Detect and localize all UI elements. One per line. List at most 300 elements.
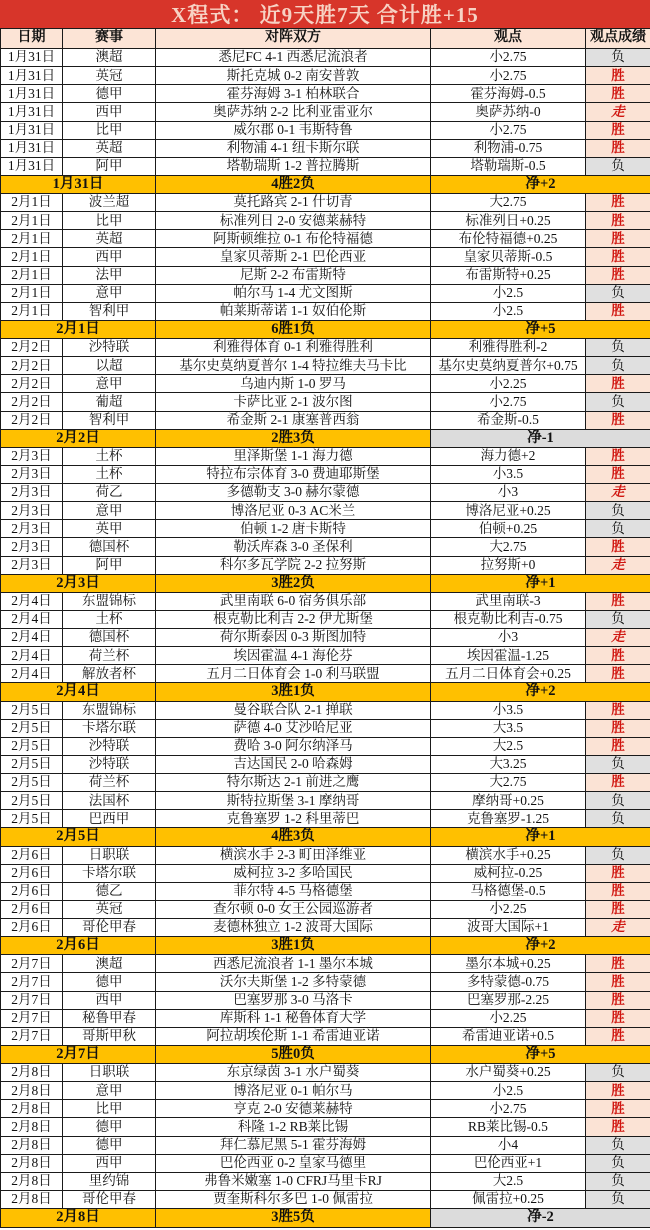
result-cell: 胜: [586, 864, 650, 882]
view-cell: 摩纳哥+0.25: [431, 792, 586, 810]
date-cell: 1月31日: [1, 67, 63, 85]
match-row: [1, 139, 650, 157]
view-cell: 利雅得胜利-2: [431, 339, 586, 357]
view-cell: 利物浦-0.75: [431, 139, 586, 157]
league-cell: 土杯: [63, 447, 156, 465]
summary-date-cell: 2月2日: [1, 429, 156, 447]
league-cell: 西甲: [63, 991, 156, 1009]
matchup-cell: 巴塞罗那 3-0 马洛卡: [156, 991, 431, 1009]
view-cell: 小2.75: [431, 1100, 586, 1118]
league-cell: 荷兰杯: [63, 774, 156, 792]
result-cell: 负: [586, 846, 650, 864]
league-cell: 德国杯: [63, 538, 156, 556]
result-cell: 负: [586, 393, 650, 411]
view-cell: 海力德+2: [431, 447, 586, 465]
date-cell: 2月8日: [1, 1136, 63, 1154]
summary-record-cell: 4胜2负: [156, 175, 431, 193]
view-cell: 武里南联-3: [431, 592, 586, 610]
view-cell: 小2.5: [431, 302, 586, 320]
match-row: [1, 230, 650, 248]
view-cell: 横滨水手+0.25: [431, 846, 586, 864]
match-row: [1, 792, 650, 810]
result-cell: 胜: [586, 302, 650, 320]
league-cell: 哥斯甲秋: [63, 1027, 156, 1045]
result-cell: 胜: [586, 882, 650, 900]
result-cell: 胜: [586, 139, 650, 157]
match-row: [1, 556, 650, 574]
view-cell: 布雷斯特+0.25: [431, 266, 586, 284]
view-cell: 希金斯-0.5: [431, 411, 586, 429]
matchup-cell: 拜仁慕尼黑 5-1 霍芬海姆: [156, 1136, 431, 1154]
result-cell: 胜: [586, 719, 650, 737]
column-header-result: 观点成绩: [586, 29, 650, 49]
date-cell: 1月31日: [1, 139, 63, 157]
day-summary-row: [1, 320, 650, 338]
match-row: [1, 502, 650, 520]
league-cell: 德甲: [63, 1136, 156, 1154]
match-row: [1, 1027, 650, 1045]
match-row: [1, 484, 650, 502]
page-title: X程式： 近9天胜7天 合计胜+15: [171, 3, 479, 27]
date-cell: 2月5日: [1, 792, 63, 810]
view-cell: 奥萨苏纳-0: [431, 103, 586, 121]
view-cell: 拉努斯+0: [431, 556, 586, 574]
match-row: [1, 339, 650, 357]
matchup-cell: 横滨水手 2-3 町田泽维亚: [156, 846, 431, 864]
matchup-cell: 威柯拉 3-2 多哈国民: [156, 864, 431, 882]
date-cell: 2月7日: [1, 1027, 63, 1045]
league-cell: 荷兰杯: [63, 647, 156, 665]
matchup-cell: 利雅得体育 0-1 利雅得胜利: [156, 339, 431, 357]
view-cell: 皇家贝蒂斯-0.5: [431, 248, 586, 266]
date-cell: 2月2日: [1, 357, 63, 375]
matchup-cell: 帕尔马 1-4 尤文图斯: [156, 284, 431, 302]
result-cell: 负: [586, 1154, 650, 1172]
matchup-cell: 特拉布宗体育 3-0 费迪耶斯堡: [156, 465, 431, 483]
matchup-cell: 西悉尼流浪者 1-1 墨尔本城: [156, 955, 431, 973]
match-row: [1, 755, 650, 773]
match-row: [1, 85, 650, 103]
date-cell: 2月1日: [1, 194, 63, 212]
view-cell: 大3.5: [431, 719, 586, 737]
league-cell: 沙特联: [63, 339, 156, 357]
matchup-cell: 查尔顿 0-0 女王公园巡游者: [156, 900, 431, 918]
result-cell: 胜: [586, 900, 650, 918]
league-cell: 德甲: [63, 973, 156, 991]
date-cell: 2月4日: [1, 629, 63, 647]
result-cell: 胜: [586, 67, 650, 85]
summary-date-cell: 2月8日: [1, 1209, 156, 1228]
view-cell: 小3: [431, 629, 586, 647]
view-cell: 霍芬海姆-0.5: [431, 85, 586, 103]
match-row: [1, 67, 650, 85]
match-row: [1, 49, 650, 67]
league-cell: 日职联: [63, 846, 156, 864]
result-cell: 走: [586, 629, 650, 647]
view-cell: 塔勒瑞斯-0.5: [431, 157, 586, 175]
date-cell: 2月3日: [1, 556, 63, 574]
date-cell: 2月8日: [1, 1172, 63, 1190]
day-summary-row: [1, 574, 650, 592]
match-row: [1, 121, 650, 139]
date-cell: 2月7日: [1, 1009, 63, 1027]
matchup-cell: 多德勒支 3-0 赫尔蒙德: [156, 484, 431, 502]
date-cell: 2月6日: [1, 846, 63, 864]
matchup-cell: 威尔郡 0-1 韦斯特鲁: [156, 121, 431, 139]
date-cell: 2月8日: [1, 1118, 63, 1136]
result-cell: 胜: [586, 774, 650, 792]
date-cell: 1月31日: [1, 121, 63, 139]
result-cell: 走: [586, 919, 650, 937]
match-row: [1, 846, 650, 864]
summary-record-cell: 3胜1负: [156, 937, 431, 955]
league-cell: 澳超: [63, 49, 156, 67]
matchup-cell: 根克勒比利吉 2-2 伊尤斯堡: [156, 610, 431, 628]
view-cell: 小2.75: [431, 393, 586, 411]
league-cell: 巴西甲: [63, 810, 156, 828]
summary-record-cell: 3胜1负: [156, 683, 431, 701]
matchup-cell: 荷尔斯泰因 0-3 斯图加特: [156, 629, 431, 647]
result-cell: 胜: [586, 1082, 650, 1100]
result-cell: 胜: [586, 447, 650, 465]
date-cell: 2月5日: [1, 755, 63, 773]
match-row: [1, 1154, 650, 1172]
date-cell: 2月4日: [1, 647, 63, 665]
match-row: [1, 1082, 650, 1100]
match-row: [1, 266, 650, 284]
league-cell: 德国杯: [63, 629, 156, 647]
view-cell: 大2.75: [431, 194, 586, 212]
date-cell: 2月5日: [1, 810, 63, 828]
matchup-cell: 霍芬海姆 3-1 柏林联合: [156, 85, 431, 103]
matchup-cell: 五月二日体育会 1-0 利马联盟: [156, 665, 431, 683]
result-cell: 负: [586, 502, 650, 520]
view-cell: 小3.5: [431, 465, 586, 483]
league-cell: 葡超: [63, 393, 156, 411]
matchup-cell: 尼斯 2-2 布雷斯特: [156, 266, 431, 284]
match-row: [1, 1172, 650, 1190]
result-cell: 负: [586, 284, 650, 302]
summary-record-cell: 3胜5负: [156, 1209, 431, 1228]
summary-record-cell: 4胜3负: [156, 828, 431, 846]
result-cell: 负: [586, 610, 650, 628]
summary-date-cell: 2月1日: [1, 320, 156, 338]
day-summary-row: [1, 1209, 650, 1228]
matchup-cell: 武里南联 6-0 宿务俱乐部: [156, 592, 431, 610]
view-cell: 五月二日体育会+0.25: [431, 665, 586, 683]
match-row: [1, 411, 650, 429]
day-summary-row: [1, 683, 650, 701]
matchup-cell: 希金斯 2-1 康塞普西翁: [156, 411, 431, 429]
view-cell: 博洛尼亚+0.25: [431, 502, 586, 520]
date-cell: 2月4日: [1, 592, 63, 610]
matchup-cell: 奥萨苏纳 2-2 比利亚雷亚尔: [156, 103, 431, 121]
summary-date-cell: 2月4日: [1, 683, 156, 701]
matchup-cell: 悉尼FC 4-1 西悉尼流浪者: [156, 49, 431, 67]
league-cell: 以超: [63, 357, 156, 375]
match-row: [1, 393, 650, 411]
summary-net-cell: 净+5: [431, 320, 650, 338]
league-cell: 英甲: [63, 520, 156, 538]
day-summary-row: [1, 937, 650, 955]
date-cell: 2月8日: [1, 1190, 63, 1208]
matchup-cell: 贾奎斯科尔多巴 1-0 佩雷拉: [156, 1190, 431, 1208]
view-cell: 墨尔本城+0.25: [431, 955, 586, 973]
result-cell: 负: [586, 49, 650, 67]
date-cell: 2月8日: [1, 1154, 63, 1172]
league-cell: 意甲: [63, 1082, 156, 1100]
result-cell: 胜: [586, 121, 650, 139]
matchup-cell: 曼谷联合队 2-1 掸联: [156, 701, 431, 719]
result-cell: 胜: [586, 1027, 650, 1045]
date-cell: 2月8日: [1, 1064, 63, 1082]
summary-net-cell: 净+1: [431, 574, 650, 592]
matchup-cell: 博洛尼亚 0-3 AC米兰: [156, 502, 431, 520]
summary-date-cell: 2月3日: [1, 574, 156, 592]
match-row: [1, 900, 650, 918]
league-cell: 德乙: [63, 882, 156, 900]
date-cell: 2月2日: [1, 393, 63, 411]
view-cell: 大3.25: [431, 755, 586, 773]
match-row: [1, 991, 650, 1009]
league-cell: 哥伦甲春: [63, 919, 156, 937]
result-cell: 胜: [586, 973, 650, 991]
date-cell: 2月1日: [1, 248, 63, 266]
matchup-cell: 埃因霍温 4-1 海伦芬: [156, 647, 431, 665]
date-cell: 2月3日: [1, 484, 63, 502]
result-cell: 负: [586, 1190, 650, 1208]
league-cell: 英冠: [63, 900, 156, 918]
view-cell: 小3.5: [431, 701, 586, 719]
matchup-cell: 弗鲁米嫩塞 1-0 CFRJ马里卡RJ: [156, 1172, 431, 1190]
result-cell: 负: [586, 755, 650, 773]
league-cell: 英超: [63, 230, 156, 248]
matchup-cell: 特尔斯达 2-1 前进之鹰: [156, 774, 431, 792]
match-row: [1, 194, 650, 212]
matchup-cell: 阿拉胡埃伦斯 1-1 希雷迪亚诺: [156, 1027, 431, 1045]
league-cell: 东盟锦标: [63, 701, 156, 719]
day-summary-row: [1, 828, 650, 846]
result-cell: 走: [586, 556, 650, 574]
match-row: [1, 665, 650, 683]
result-cell: 胜: [586, 465, 650, 483]
result-cell: 走: [586, 103, 650, 121]
match-row: [1, 284, 650, 302]
match-row: [1, 1118, 650, 1136]
matchup-cell: 科隆 1-2 RB莱比锡: [156, 1118, 431, 1136]
matchup-cell: 莫托路宾 2-1 什切青: [156, 194, 431, 212]
summary-net-cell: 净+2: [431, 937, 650, 955]
league-cell: 卡塔尔联: [63, 719, 156, 737]
view-cell: 小2.5: [431, 284, 586, 302]
view-cell: 水户蜀葵+0.25: [431, 1064, 586, 1082]
result-cell: 负: [586, 1172, 650, 1190]
date-cell: 2月6日: [1, 882, 63, 900]
matchup-cell: 菲尔特 4-5 马格德堡: [156, 882, 431, 900]
league-cell: 德甲: [63, 1118, 156, 1136]
league-cell: 西甲: [63, 103, 156, 121]
matchup-cell: 乌迪内斯 1-0 罗马: [156, 375, 431, 393]
result-cell: 负: [586, 157, 650, 175]
date-cell: 2月6日: [1, 864, 63, 882]
view-cell: 基尔史莫纳夏普尔+0.75: [431, 357, 586, 375]
result-cell: 胜: [586, 592, 650, 610]
league-cell: 秘鲁甲春: [63, 1009, 156, 1027]
result-cell: 负: [586, 520, 650, 538]
view-cell: 大2.75: [431, 538, 586, 556]
view-cell: 小2.25: [431, 1009, 586, 1027]
date-cell: 2月6日: [1, 900, 63, 918]
view-cell: 小3: [431, 484, 586, 502]
date-cell: 2月5日: [1, 774, 63, 792]
league-cell: 沙特联: [63, 755, 156, 773]
league-cell: 东盟锦标: [63, 592, 156, 610]
date-cell: 1月31日: [1, 157, 63, 175]
result-cell: 胜: [586, 955, 650, 973]
league-cell: 阿甲: [63, 157, 156, 175]
result-cell: 胜: [586, 1100, 650, 1118]
league-cell: 卡塔尔联: [63, 864, 156, 882]
match-row: [1, 302, 650, 320]
date-cell: 2月8日: [1, 1100, 63, 1118]
matchup-cell: 库斯科 1-1 秘鲁体育大学: [156, 1009, 431, 1027]
view-cell: 小2.25: [431, 900, 586, 918]
result-cell: 胜: [586, 1118, 650, 1136]
view-cell: 小2.75: [431, 49, 586, 67]
view-cell: 马格德堡-0.5: [431, 882, 586, 900]
date-cell: 2月5日: [1, 719, 63, 737]
match-row: [1, 882, 650, 900]
date-cell: 2月1日: [1, 284, 63, 302]
date-cell: 2月3日: [1, 538, 63, 556]
day-summary-row: [1, 1045, 650, 1063]
match-row: [1, 592, 650, 610]
date-cell: 1月31日: [1, 49, 63, 67]
date-cell: 2月4日: [1, 610, 63, 628]
match-row: [1, 955, 650, 973]
date-cell: 2月2日: [1, 339, 63, 357]
league-cell: 土杯: [63, 610, 156, 628]
result-cell: 胜: [586, 647, 650, 665]
league-cell: 智利甲: [63, 411, 156, 429]
day-summary-row: [1, 429, 650, 447]
summary-net-cell: 净+2: [431, 175, 650, 193]
summary-date-cell: 2月7日: [1, 1045, 156, 1063]
date-cell: 2月1日: [1, 212, 63, 230]
date-cell: 2月1日: [1, 230, 63, 248]
league-cell: 荷乙: [63, 484, 156, 502]
summary-net-cell: 净-1: [431, 429, 650, 447]
matchup-cell: 卡萨比亚 2-1 波尔图: [156, 393, 431, 411]
result-cell: 胜: [586, 194, 650, 212]
date-cell: 1月31日: [1, 85, 63, 103]
date-cell: 2月3日: [1, 465, 63, 483]
league-cell: 比甲: [63, 121, 156, 139]
date-cell: 2月8日: [1, 1082, 63, 1100]
view-cell: RB莱比锡-0.5: [431, 1118, 586, 1136]
matchup-cell: 萨德 4-0 艾沙哈尼亚: [156, 719, 431, 737]
view-cell: 佩雷拉+0.25: [431, 1190, 586, 1208]
result-cell: 负: [586, 357, 650, 375]
summary-record-cell: 6胜1负: [156, 320, 431, 338]
league-cell: 意甲: [63, 502, 156, 520]
date-cell: 1月31日: [1, 103, 63, 121]
result-cell: 胜: [586, 375, 650, 393]
league-cell: 哥伦甲春: [63, 1190, 156, 1208]
view-cell: 小4: [431, 1136, 586, 1154]
summary-net-cell: 净+2: [431, 683, 650, 701]
matchup-cell: 标准列日 2-0 安德莱赫特: [156, 212, 431, 230]
view-cell: 小2.75: [431, 67, 586, 85]
matchup-cell: 塔勒瑞斯 1-2 普拉腾斯: [156, 157, 431, 175]
result-cell: 负: [586, 810, 650, 828]
league-cell: 阿甲: [63, 556, 156, 574]
result-cell: 负: [586, 1136, 650, 1154]
day-summary-row: [1, 175, 650, 193]
view-cell: 埃因霍温-1.25: [431, 647, 586, 665]
result-cell: 胜: [586, 1009, 650, 1027]
matchup-cell: 费哈 3-0 阿尔纳泽马: [156, 737, 431, 755]
summary-net-cell: 净+1: [431, 828, 650, 846]
league-cell: 西甲: [63, 248, 156, 266]
result-cell: 负: [586, 792, 650, 810]
result-cell: 胜: [586, 85, 650, 103]
match-row: [1, 701, 650, 719]
match-row: [1, 610, 650, 628]
view-cell: 大2.5: [431, 737, 586, 755]
league-cell: 英超: [63, 139, 156, 157]
view-cell: 巴塞罗那-2.25: [431, 991, 586, 1009]
match-row: [1, 629, 650, 647]
matchup-cell: 博洛尼亚 0-1 帕尔马: [156, 1082, 431, 1100]
view-cell: 小2.25: [431, 375, 586, 393]
league-cell: 意甲: [63, 375, 156, 393]
date-cell: 2月3日: [1, 447, 63, 465]
summary-net-cell: 净+5: [431, 1045, 650, 1063]
league-cell: 比甲: [63, 1100, 156, 1118]
league-cell: 比甲: [63, 212, 156, 230]
league-cell: 意甲: [63, 284, 156, 302]
date-cell: 2月5日: [1, 701, 63, 719]
predictions-table: [0, 28, 650, 1228]
table-body: [1, 49, 650, 1228]
summary-date-cell: 2月5日: [1, 828, 156, 846]
column-header-matchup: 对阵双方: [156, 29, 431, 49]
date-cell: 2月4日: [1, 665, 63, 683]
view-cell: 希雷迪亚诺+0.5: [431, 1027, 586, 1045]
match-row: [1, 375, 650, 393]
matchup-cell: 亨克 2-0 安德莱赫特: [156, 1100, 431, 1118]
summary-net-cell: 净-2: [431, 1209, 650, 1228]
match-row: [1, 212, 650, 230]
matchup-cell: 基尔史莫纳夏普尔 1-4 特拉维夫马卡比: [156, 357, 431, 375]
summary-record-cell: 3胜2负: [156, 574, 431, 592]
league-cell: 解放者杯: [63, 665, 156, 683]
result-cell: 胜: [586, 411, 650, 429]
result-cell: 胜: [586, 266, 650, 284]
matchup-cell: 阿斯顿维拉 0-1 布伦特福德: [156, 230, 431, 248]
matchup-cell: 克鲁塞罗 1-2 科里蒂巴: [156, 810, 431, 828]
match-row: [1, 1064, 650, 1082]
date-cell: 2月7日: [1, 973, 63, 991]
matchup-cell: 吉达国民 2-0 哈森姆: [156, 755, 431, 773]
matchup-cell: 斯托克城 0-2 南安普敦: [156, 67, 431, 85]
summary-record-cell: 5胜0负: [156, 1045, 431, 1063]
view-cell: 大2.75: [431, 774, 586, 792]
title-banner: [0, 0, 650, 28]
match-row: [1, 520, 650, 538]
date-cell: 2月6日: [1, 919, 63, 937]
